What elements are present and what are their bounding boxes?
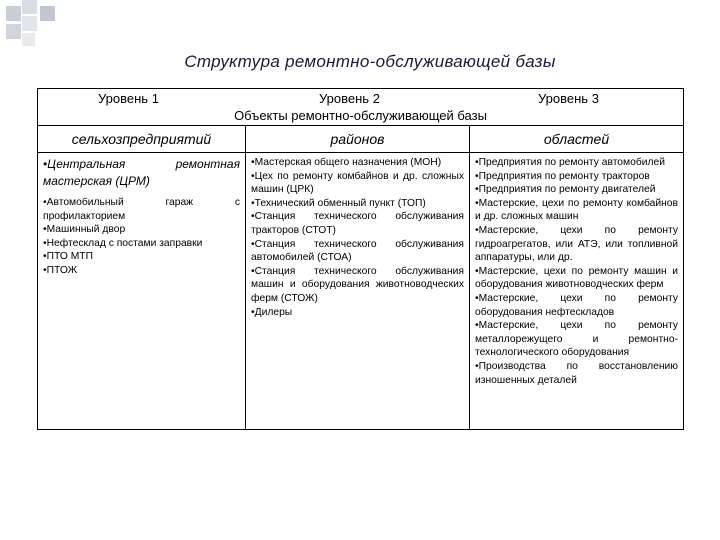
list-item: •Машинный двор — [43, 224, 126, 236]
structure-table — [37, 88, 684, 430]
level-2-label: Уровень 2 — [319, 91, 380, 106]
objects-caption: Объекты ремонтно-обслуживающей базы — [234, 108, 487, 123]
list-item: •Станция технического обслуживания тракторов (СТОТ) — [251, 211, 464, 236]
list-item: •Мастерские, цехи по ремонту гидроагрегатов, или АТЭ, или топливной аппаратуры, или др. — [475, 224, 679, 264]
list-item: •Мастерские, цехи по ремонту оборудования нефтескладов — [475, 292, 679, 318]
level-3-label: Уровень 3 — [538, 91, 599, 106]
list-item: •Мастерские, цехи по ремонту комбайнов и др. сложных машин — [475, 197, 679, 223]
list-item: •Мастерские, цехи по ремонту машин и оборудования животноводческих ферм — [475, 265, 679, 291]
list-item: •Предприятия по ремонту автомобилей — [475, 157, 665, 168]
column-header-districts: районов — [246, 126, 470, 153]
column-farms — [38, 153, 246, 430]
deco-square-3 — [40, 6, 55, 21]
slide-title: Структура ремонтно-обслуживающей базы — [184, 52, 556, 71]
column-regions — [470, 153, 684, 430]
deco-square-2 — [22, 0, 37, 14]
list-item: •Мастерские, цехи по ремонту металлорежущего и ремонтно-технологического оборудования — [475, 320, 679, 359]
list-item: •Нефтесклад с постами заправки — [43, 237, 203, 249]
list-item: •Технический обменный пункт (ТОП) — [251, 197, 426, 209]
list-item: •Предприятия по ремонту двигателей — [475, 184, 656, 196]
levels-header — [38, 89, 684, 126]
list-item: •Станция технического обслуживания автомобилей (СТОА) — [251, 238, 464, 264]
deco-square-4 — [22, 16, 37, 31]
deco-square-5 — [6, 24, 21, 39]
column-header-farms: сельхозпредприятий — [38, 126, 246, 153]
list-item: •Предприятия по ремонту тракторов — [475, 170, 650, 182]
list-item: •Мастерская общего назначения (МОН) — [251, 157, 442, 168]
list-item: •ПТО МТП — [43, 251, 93, 263]
list-item: •Цех по ремонту комбайнов и др. сложных машин (ЦРК) — [251, 170, 464, 196]
list-item-crm: •Центральная ремонтная мастерская (ЦРМ) — [43, 157, 240, 188]
level-1-label: Уровень 1 — [98, 91, 159, 106]
list-item: •Производства по восстановлению изношенных деталей — [475, 360, 679, 386]
list-item: •Станция технического обслуживания машин и оборудования животноводческих ферм (СТОЖ) — [251, 265, 464, 304]
deco-square-1 — [6, 6, 21, 21]
list-item: •Дилеры — [251, 306, 293, 318]
list-item: •Автомобильный гараж с профилакторием — [43, 197, 240, 222]
column-districts — [246, 153, 470, 430]
list-item: •ПТОЖ — [43, 264, 78, 276]
deco-square-6 — [22, 33, 35, 46]
column-header-regions: областей — [470, 126, 684, 153]
